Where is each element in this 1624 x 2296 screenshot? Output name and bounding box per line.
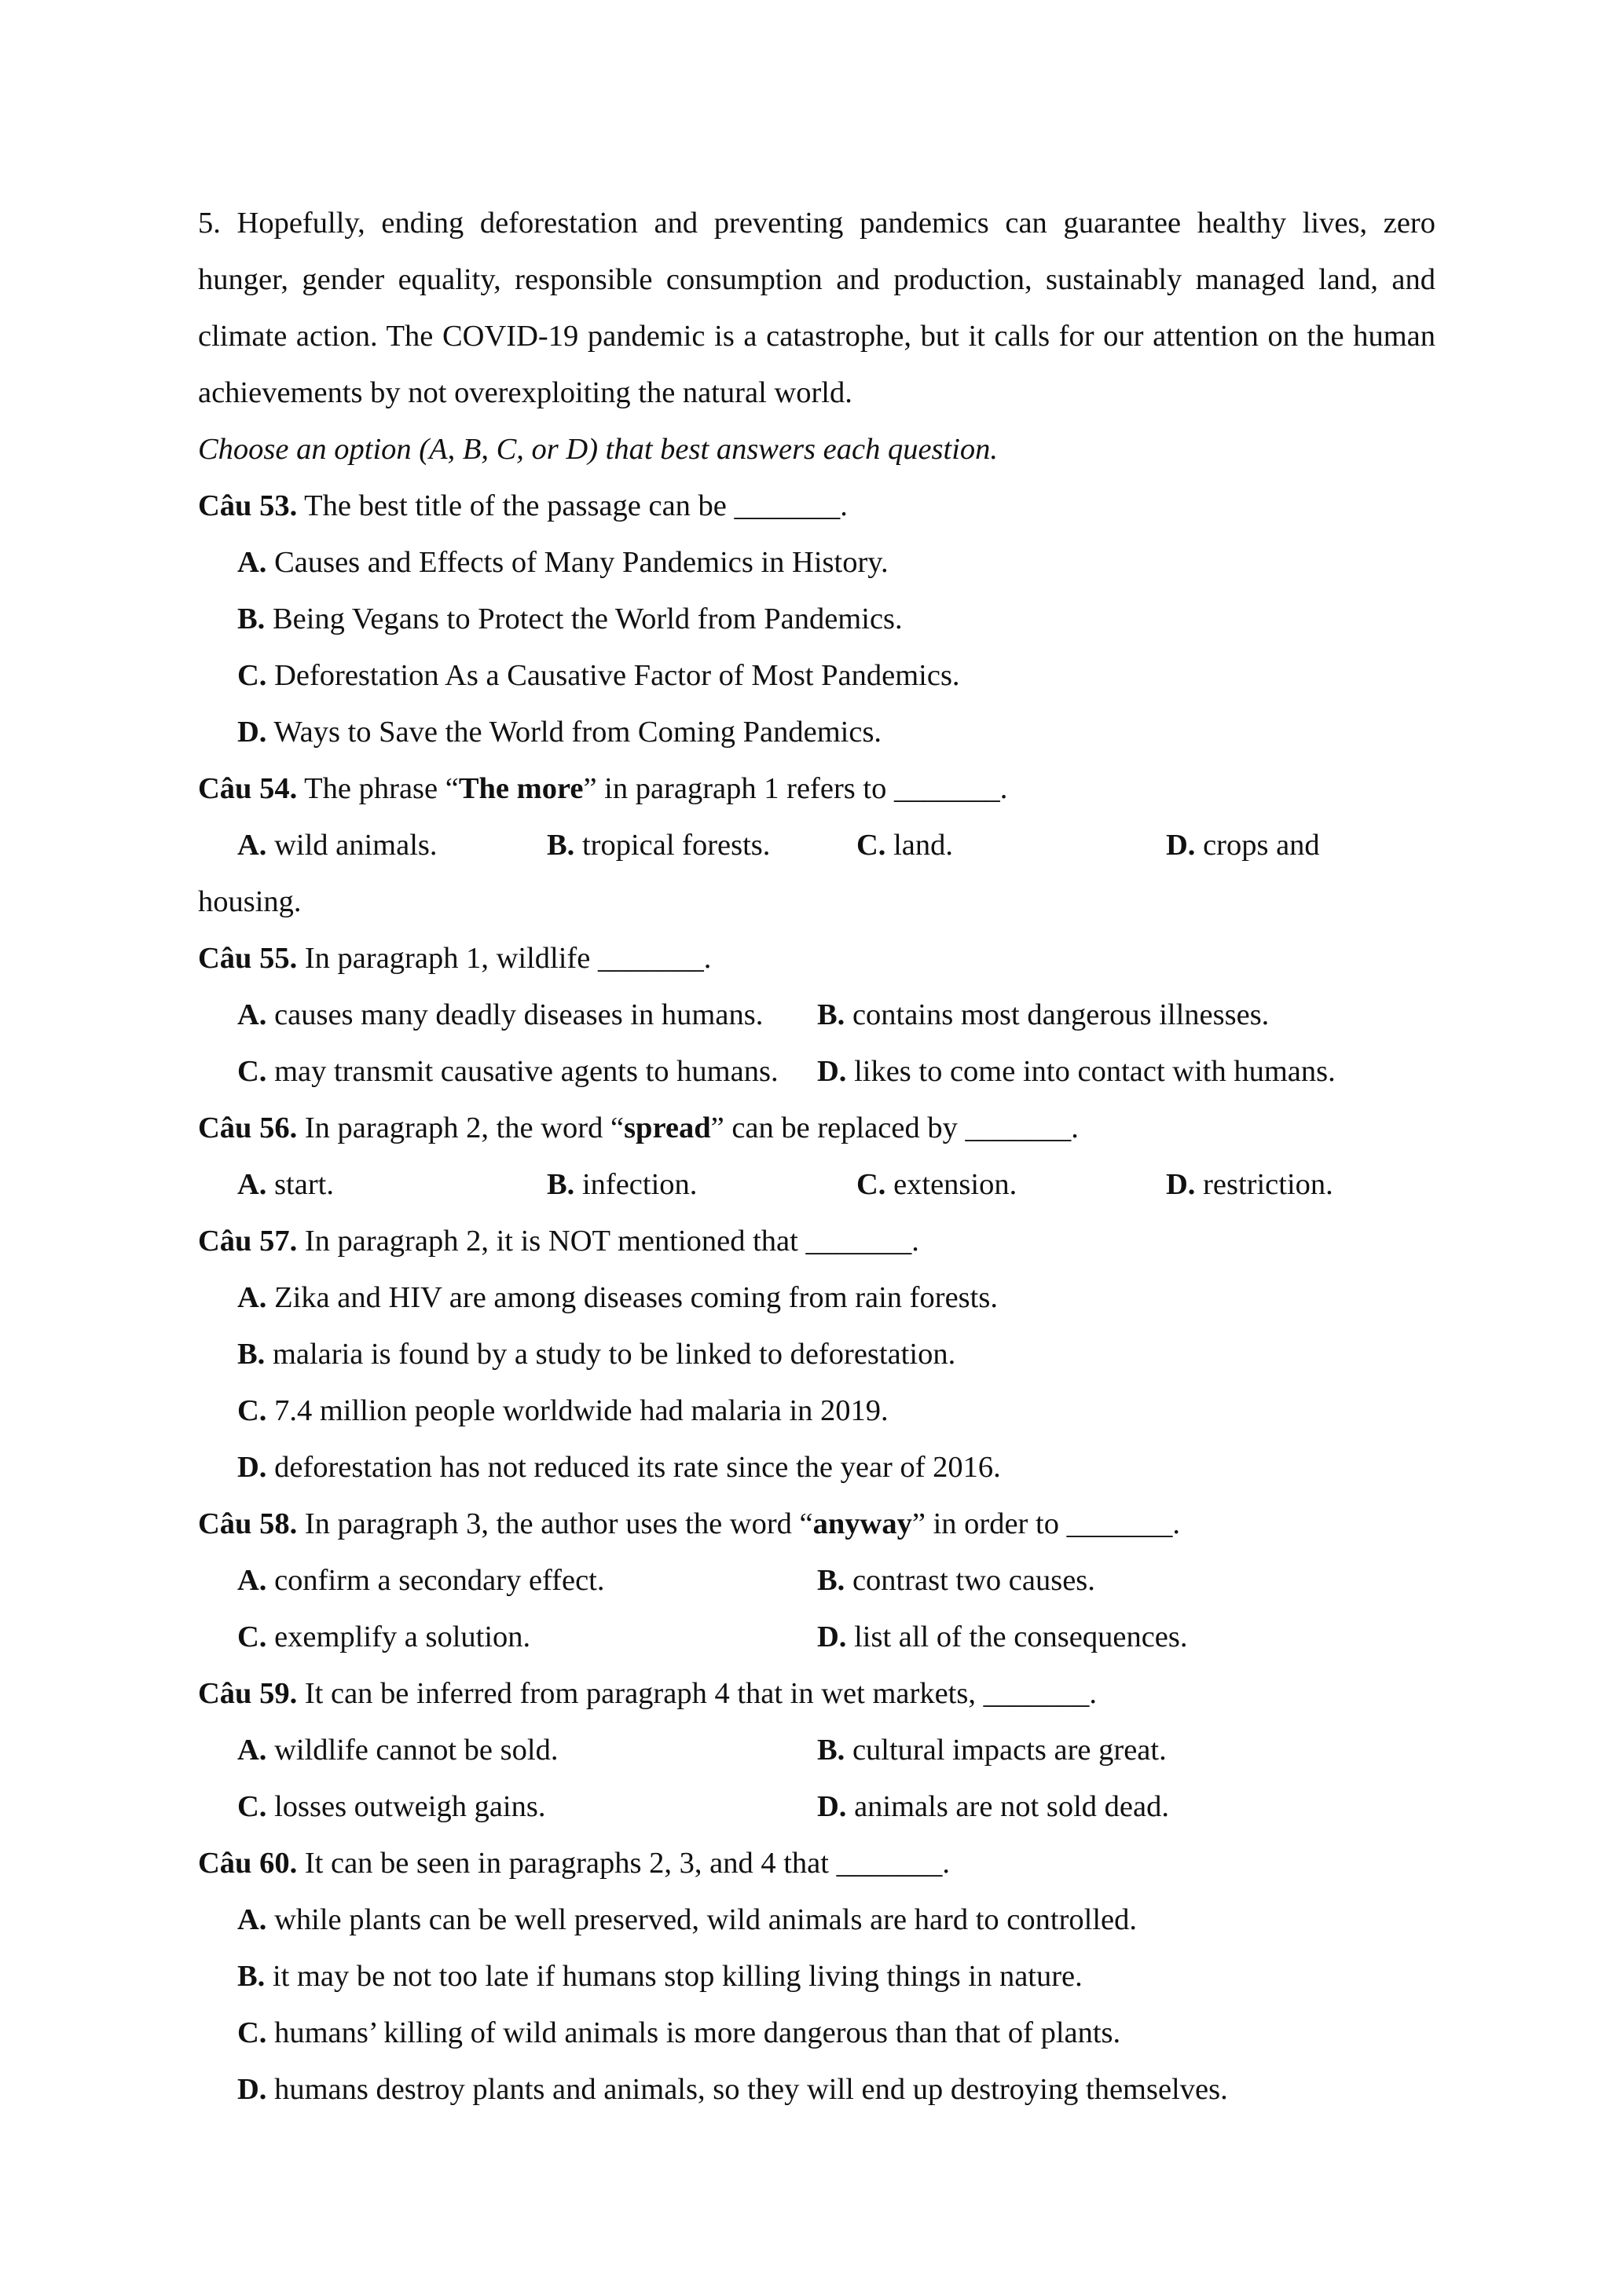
option-text: Ways to Save the World from Coming Pandemics.: [266, 716, 882, 749]
question-text: In paragraph 1, wildlife _______.: [297, 942, 712, 975]
option-text: Deforestation As a Causative Factor of Most Pandemics.: [266, 659, 960, 692]
document-page: [198, 195, 1435, 2118]
option-b[interactable]: [547, 1156, 856, 1213]
option-text: may transmit causative agents to humans.: [266, 1055, 779, 1088]
option-letter: B.: [547, 1168, 575, 1201]
option-d-continuation: housing.: [198, 885, 302, 918]
question-stem: [198, 930, 1435, 987]
option-text: losses outweigh gains.: [266, 1790, 546, 1823]
question-59: [198, 1665, 1435, 1835]
option-text: humans’ killing of wild animals is more dangerous than that of plants.: [266, 2016, 1121, 2049]
options-list: [198, 534, 1435, 760]
question-stem: [198, 1100, 1435, 1156]
question-57: [198, 1213, 1435, 1496]
option-letter: D.: [817, 1790, 847, 1823]
question-stem: [198, 1835, 1435, 1891]
option-a[interactable]: [198, 987, 817, 1043]
option-letter: D.: [817, 1055, 847, 1088]
question-stem: [198, 1665, 1435, 1722]
option-c[interactable]: [198, 647, 1435, 704]
option-c[interactable]: [856, 817, 1166, 873]
option-d[interactable]: [1166, 817, 1435, 873]
option-letter: D.: [237, 716, 267, 749]
option-text: extension.: [885, 1168, 1017, 1201]
question-text-after: ” in paragraph 1 refers to _______.: [583, 772, 1008, 805]
question-number: Câu 53.: [198, 489, 298, 522]
option-c[interactable]: [198, 1043, 817, 1100]
option-letter: D.: [817, 1620, 847, 1653]
question-53: [198, 478, 1435, 760]
question-text: It can be inferred from paragraph 4 that in wet markets, _______.: [297, 1677, 1097, 1710]
option-letter: B.: [547, 829, 575, 862]
option-text: land.: [885, 829, 953, 862]
option-b[interactable]: [817, 1552, 1435, 1609]
option-text: wild animals.: [266, 829, 438, 862]
option-text: crops and: [1195, 829, 1320, 862]
question-number: Câu 60.: [198, 1847, 298, 1880]
option-text: restriction.: [1195, 1168, 1333, 1201]
question-text-after: ” can be replaced by _______.: [710, 1111, 1079, 1144]
option-d[interactable]: [817, 1609, 1435, 1665]
option-b[interactable]: [198, 1948, 1435, 2005]
question-stem: [198, 760, 1435, 817]
option-text: it may be not too late if humans stop killing living things in nature.: [265, 1960, 1083, 1993]
question-54: [198, 760, 1435, 930]
question-number: Câu 54.: [198, 772, 298, 805]
option-letter: A.: [237, 1168, 267, 1201]
option-letter: C.: [237, 659, 267, 692]
option-letter: C.: [237, 1620, 267, 1653]
option-text: contains most dangerous illnesses.: [845, 998, 1270, 1031]
option-letter: A.: [237, 1281, 267, 1314]
option-text: causes many deadly diseases in humans.: [266, 998, 764, 1031]
option-d[interactable]: [817, 1043, 1435, 1100]
option-letter: D.: [237, 2073, 267, 2106]
option-text: Causes and Effects of Many Pandemics in History.: [266, 546, 889, 579]
option-c[interactable]: [198, 1382, 1435, 1439]
question-text: The best title of the passage can be _______.: [297, 489, 848, 522]
option-text: tropical forests.: [574, 829, 771, 862]
options-list: [198, 817, 1435, 873]
question-number: Câu 59.: [198, 1677, 298, 1710]
option-b[interactable]: [198, 1326, 1435, 1382]
instruction-text: Choose an option (A, B, C, or D) that best answers each question.: [198, 433, 999, 466]
option-a[interactable]: [198, 817, 547, 873]
option-letter: B.: [237, 602, 266, 635]
option-text: deforestation has not reduced its rate since the year of 2016.: [266, 1451, 1001, 1484]
option-a[interactable]: [198, 1269, 1435, 1326]
question-text: It can be seen in paragraphs 2, 3, and 4 that _______.: [297, 1847, 950, 1880]
option-text: while plants can be well preserved, wild animals are hard to controlled.: [266, 1903, 1138, 1936]
question-number: Câu 57.: [198, 1225, 298, 1258]
option-letter: A.: [237, 1734, 267, 1767]
question-56: [198, 1100, 1435, 1213]
option-c[interactable]: [856, 1156, 1166, 1213]
options-list: [198, 987, 1435, 1100]
option-c[interactable]: [198, 1609, 817, 1665]
option-letter: B.: [237, 1960, 266, 1993]
option-d[interactable]: [817, 1778, 1435, 1835]
passage-paragraph-5: 5. Hopefully, ending deforestation and preventing pandemics can guarantee healthy lives, zero hunger, gender equality, responsible consumption and production, sustainably managed land, and climate action. The COVID-19 pandemic is a catastrophe, but it calls for our attention on the human achievements by not overexploiting the natural world.: [198, 207, 1435, 409]
option-a[interactable]: [198, 534, 1435, 591]
option-b[interactable]: [198, 591, 1435, 647]
option-a[interactable]: [198, 1891, 1435, 1948]
option-letter: D.: [1166, 1168, 1196, 1201]
option-text: malaria is found by a study to be linked to deforestation.: [265, 1338, 956, 1371]
option-text: humans destroy plants and animals, so they will end up destroying themselves.: [266, 2073, 1228, 2106]
question-stem: [198, 478, 1435, 534]
option-a[interactable]: [198, 1156, 547, 1213]
question-number: Câu 56.: [198, 1111, 298, 1144]
option-letter: D.: [1166, 829, 1196, 862]
question-text-before: The phrase “: [297, 772, 459, 805]
option-d[interactable]: [198, 1439, 1435, 1496]
option-letter: C.: [856, 1168, 886, 1201]
option-letter: A.: [237, 998, 267, 1031]
question-number: Câu 58.: [198, 1507, 298, 1540]
option-b[interactable]: [817, 1722, 1435, 1778]
option-letter: B.: [817, 998, 845, 1031]
option-d[interactable]: [1166, 1156, 1435, 1213]
option-text: exemplify a solution.: [266, 1620, 531, 1653]
question-55: [198, 930, 1435, 1100]
option-d[interactable]: [198, 2061, 1435, 2118]
question-text-after: ” in order to _______.: [911, 1507, 1180, 1540]
highlighted-phrase: The more: [458, 772, 584, 805]
option-letter: A.: [237, 1903, 267, 1936]
question-number: Câu 55.: [198, 942, 298, 975]
option-text: list all of the consequences.: [846, 1620, 1188, 1653]
option-text: wildlife cannot be sold.: [266, 1734, 559, 1767]
option-letter: C.: [237, 1394, 267, 1427]
option-letter: C.: [237, 1790, 267, 1823]
option-text: infection.: [574, 1168, 698, 1201]
option-letter: B.: [237, 1338, 266, 1371]
question-text-before: In paragraph 2, the word “: [297, 1111, 625, 1144]
option-text: Zika and HIV are among diseases coming from rain forests.: [266, 1281, 998, 1314]
option-letter: A.: [237, 1564, 267, 1597]
option-text: contrast two causes.: [845, 1564, 1095, 1597]
question-stem: [198, 1496, 1435, 1552]
option-text: cultural impacts are great.: [845, 1734, 1167, 1767]
question-58: [198, 1496, 1435, 1665]
highlighted-word: anyway: [812, 1507, 912, 1540]
option-letter: C.: [856, 829, 886, 862]
options-list: [198, 1156, 1435, 1213]
option-a[interactable]: [198, 1722, 817, 1778]
option-c[interactable]: [198, 2005, 1435, 2061]
option-letter: B.: [817, 1734, 845, 1767]
option-b[interactable]: [547, 817, 856, 873]
option-letter: A.: [237, 546, 267, 579]
option-text: likes to come into contact with humans.: [846, 1055, 1336, 1088]
option-text: Being Vegans to Protect the World from Pandemics.: [265, 602, 903, 635]
question-stem: [198, 1213, 1435, 1269]
option-b[interactable]: [817, 987, 1435, 1043]
option-letter: B.: [817, 1564, 845, 1597]
options-list: [198, 1891, 1435, 2118]
option-text: start.: [266, 1168, 334, 1201]
option-text: 7.4 million people worldwide had malaria in 2019.: [266, 1394, 889, 1427]
option-letter: A.: [237, 829, 267, 862]
question-text: In paragraph 2, it is NOT mentioned that _______.: [297, 1225, 919, 1258]
option-d[interactable]: [198, 704, 1435, 760]
option-a[interactable]: [198, 1552, 817, 1609]
options-list: [198, 1552, 1435, 1665]
option-letter: C.: [237, 1055, 267, 1088]
question-text-before: In paragraph 3, the author uses the word “: [297, 1507, 813, 1540]
highlighted-word: spread: [624, 1111, 711, 1144]
option-letter: D.: [237, 1451, 267, 1484]
option-text: confirm a secondary effect.: [266, 1564, 605, 1597]
options-list: [198, 1722, 1435, 1835]
option-text: animals are not sold dead.: [846, 1790, 1169, 1823]
options-list: [198, 1269, 1435, 1496]
option-c[interactable]: [198, 1778, 817, 1835]
question-60: [198, 1835, 1435, 2118]
option-letter: C.: [237, 2016, 267, 2049]
